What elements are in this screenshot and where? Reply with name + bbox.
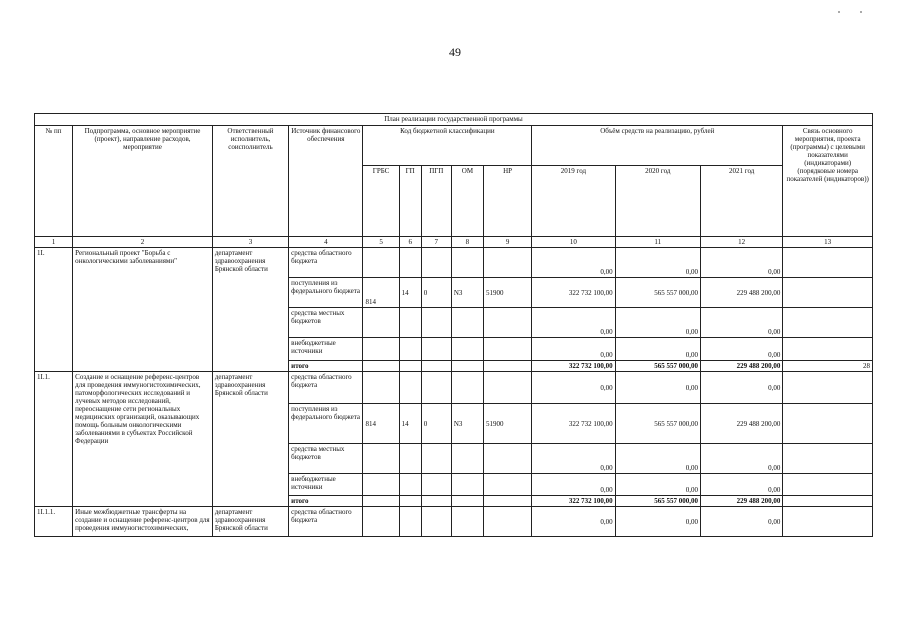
header-link: Связь основного мероприятия, проекта (программы) с целевыми показателями (индикаторами) (порядковые номера показателей (индикаторов)) (783, 126, 873, 237)
row-executor: департамент здравоохранения Брянской области (212, 248, 288, 372)
value-2021: 0,00 (700, 338, 782, 361)
value-2019: 0,00 (532, 308, 615, 338)
col-number: 3 (212, 237, 288, 248)
scan-speck (860, 11, 862, 13)
total-2021: 229 488 200,00 (700, 496, 782, 507)
value-2020: 0,00 (615, 308, 700, 338)
header-volume: Объём средств на реализацию, рублей (532, 126, 783, 166)
col-number: 2 (73, 237, 213, 248)
code-np: 51900 (484, 278, 532, 308)
row-executor: департамент здравоохранения Брянской области (212, 372, 288, 507)
link-indicator (783, 496, 873, 507)
source-regional: средства областного бюджета (289, 507, 363, 537)
col-number: 10 (532, 237, 615, 248)
source-regional: средства областного бюджета (289, 372, 363, 404)
col-number: 1 (35, 237, 73, 248)
col-number: 8 (451, 237, 483, 248)
header-np: НР (484, 166, 532, 237)
row-name: Региональный проект "Борьба с онкологическими заболеваниями" (73, 248, 213, 372)
value-2019: 0,00 (532, 444, 615, 474)
value-2019: 0,00 (532, 372, 615, 404)
total-2019: 322 732 100,00 (532, 361, 615, 372)
value-2020: 0,00 (615, 444, 700, 474)
header-om: ОМ (451, 166, 483, 237)
code-pgp: 0 (421, 404, 451, 444)
value-2020: 0,00 (615, 474, 700, 496)
row-number: 1I.1. (35, 372, 73, 507)
total-2020: 565 557 000,00 (615, 496, 700, 507)
value-2019: 322 732 100,00 (532, 278, 615, 308)
value-2021: 0,00 (700, 308, 782, 338)
value-2021: 0,00 (700, 444, 782, 474)
value-2020: 0,00 (615, 248, 700, 278)
col-number: 12 (700, 237, 782, 248)
source-total: итого (289, 496, 363, 507)
header-budget-code: Код бюджетной классификации (363, 126, 532, 166)
table-row (35, 248, 873, 278)
code-grbs: 814 (363, 404, 399, 444)
table-row (35, 507, 873, 537)
col-number: 6 (399, 237, 421, 248)
source-regional: средства областного бюджета (289, 248, 363, 278)
value-2020: 0,00 (615, 507, 700, 537)
value-2020: 0,00 (615, 372, 700, 404)
table-row (35, 372, 873, 404)
col-number: 9 (484, 237, 532, 248)
link-indicator: 28 (783, 361, 873, 372)
header-year-2019: 2019 год (532, 166, 615, 237)
row-number: 1I.1.1. (35, 507, 73, 537)
header-year-2020: 2020 год (615, 166, 700, 237)
value-2020: 565 557 000,00 (615, 278, 700, 308)
header-pgp: ПГП (421, 166, 451, 237)
header-executor: Ответственный исполнитель, соисполнитель (212, 126, 288, 237)
total-2021: 229 488 200,00 (700, 361, 782, 372)
source-extra: внебюджетные источники (289, 338, 363, 361)
source-local: средства местных бюджетов (289, 308, 363, 338)
scan-speck (838, 11, 840, 13)
row-name: Создание и оснащение референс-центров для проведения иммуногистохимических, патоморфологических исследований и лучевых методов исследований, переоснащение сети региональных медицинских организаций, оказывающих помощь больным онкологическими заболеваниями в субъектах Российской Федерации (73, 372, 213, 507)
code-om: N3 (451, 278, 483, 308)
header-year-2021: 2021 год (700, 166, 782, 237)
col-number: 11 (615, 237, 700, 248)
page-number: 49 (449, 45, 461, 59)
column-number-row (35, 237, 873, 248)
value-2021: 0,00 (700, 248, 782, 278)
col-number: 4 (289, 237, 363, 248)
value-2019: 0,00 (532, 248, 615, 278)
row-number: 1I. (35, 248, 73, 372)
row-executor: департамент здравоохранения Брянской области (212, 507, 288, 537)
code-om: N3 (451, 404, 483, 444)
col-number: 5 (363, 237, 399, 248)
value-2019: 0,00 (532, 507, 615, 537)
total-2020: 565 557 000,00 (615, 361, 700, 372)
value-2019: 0,00 (532, 338, 615, 361)
header-num: № пп (35, 126, 73, 237)
header-subprogram: Подпрограмма, основное мероприятие (проект), направление расходов, мероприятие (73, 126, 213, 237)
table-title: План реализации государственной программы (35, 114, 873, 126)
header-grbs: ГРБС (363, 166, 399, 237)
source-federal: поступления из федерального бюджета (289, 404, 363, 444)
col-number: 13 (783, 237, 873, 248)
code-grbs: 814 (363, 278, 399, 308)
source-total: итого (289, 361, 363, 372)
col-number: 7 (421, 237, 451, 248)
code-gp: 14 (399, 404, 421, 444)
value-2021: 229 488 200,00 (700, 404, 782, 444)
header-source: Источник финансового обеспечения (289, 126, 363, 237)
code-pgp: 0 (421, 278, 451, 308)
header-gp: ГП (399, 166, 421, 237)
value-2021: 0,00 (700, 372, 782, 404)
source-federal: поступления из федерального бюджета (289, 278, 363, 308)
value-2021: 0,00 (700, 474, 782, 496)
value-2021: 229 488 200,00 (700, 278, 782, 308)
total-2019: 322 732 100,00 (532, 496, 615, 507)
value-2020: 565 557 000,00 (615, 404, 700, 444)
program-plan-table (34, 113, 873, 537)
row-name: Иные межбюджетные трансферты на создание и оснащение референс-центров для проведения иммуногистохимических, (73, 507, 213, 537)
code-np: 51900 (484, 404, 532, 444)
value-2019: 0,00 (532, 474, 615, 496)
value-2019: 322 732 100,00 (532, 404, 615, 444)
source-extra: внебюджетные источники (289, 474, 363, 496)
source-local: средства местных бюджетов (289, 444, 363, 474)
value-2020: 0,00 (615, 338, 700, 361)
value-2021: 0,00 (700, 507, 782, 537)
code-gp: 14 (399, 278, 421, 308)
